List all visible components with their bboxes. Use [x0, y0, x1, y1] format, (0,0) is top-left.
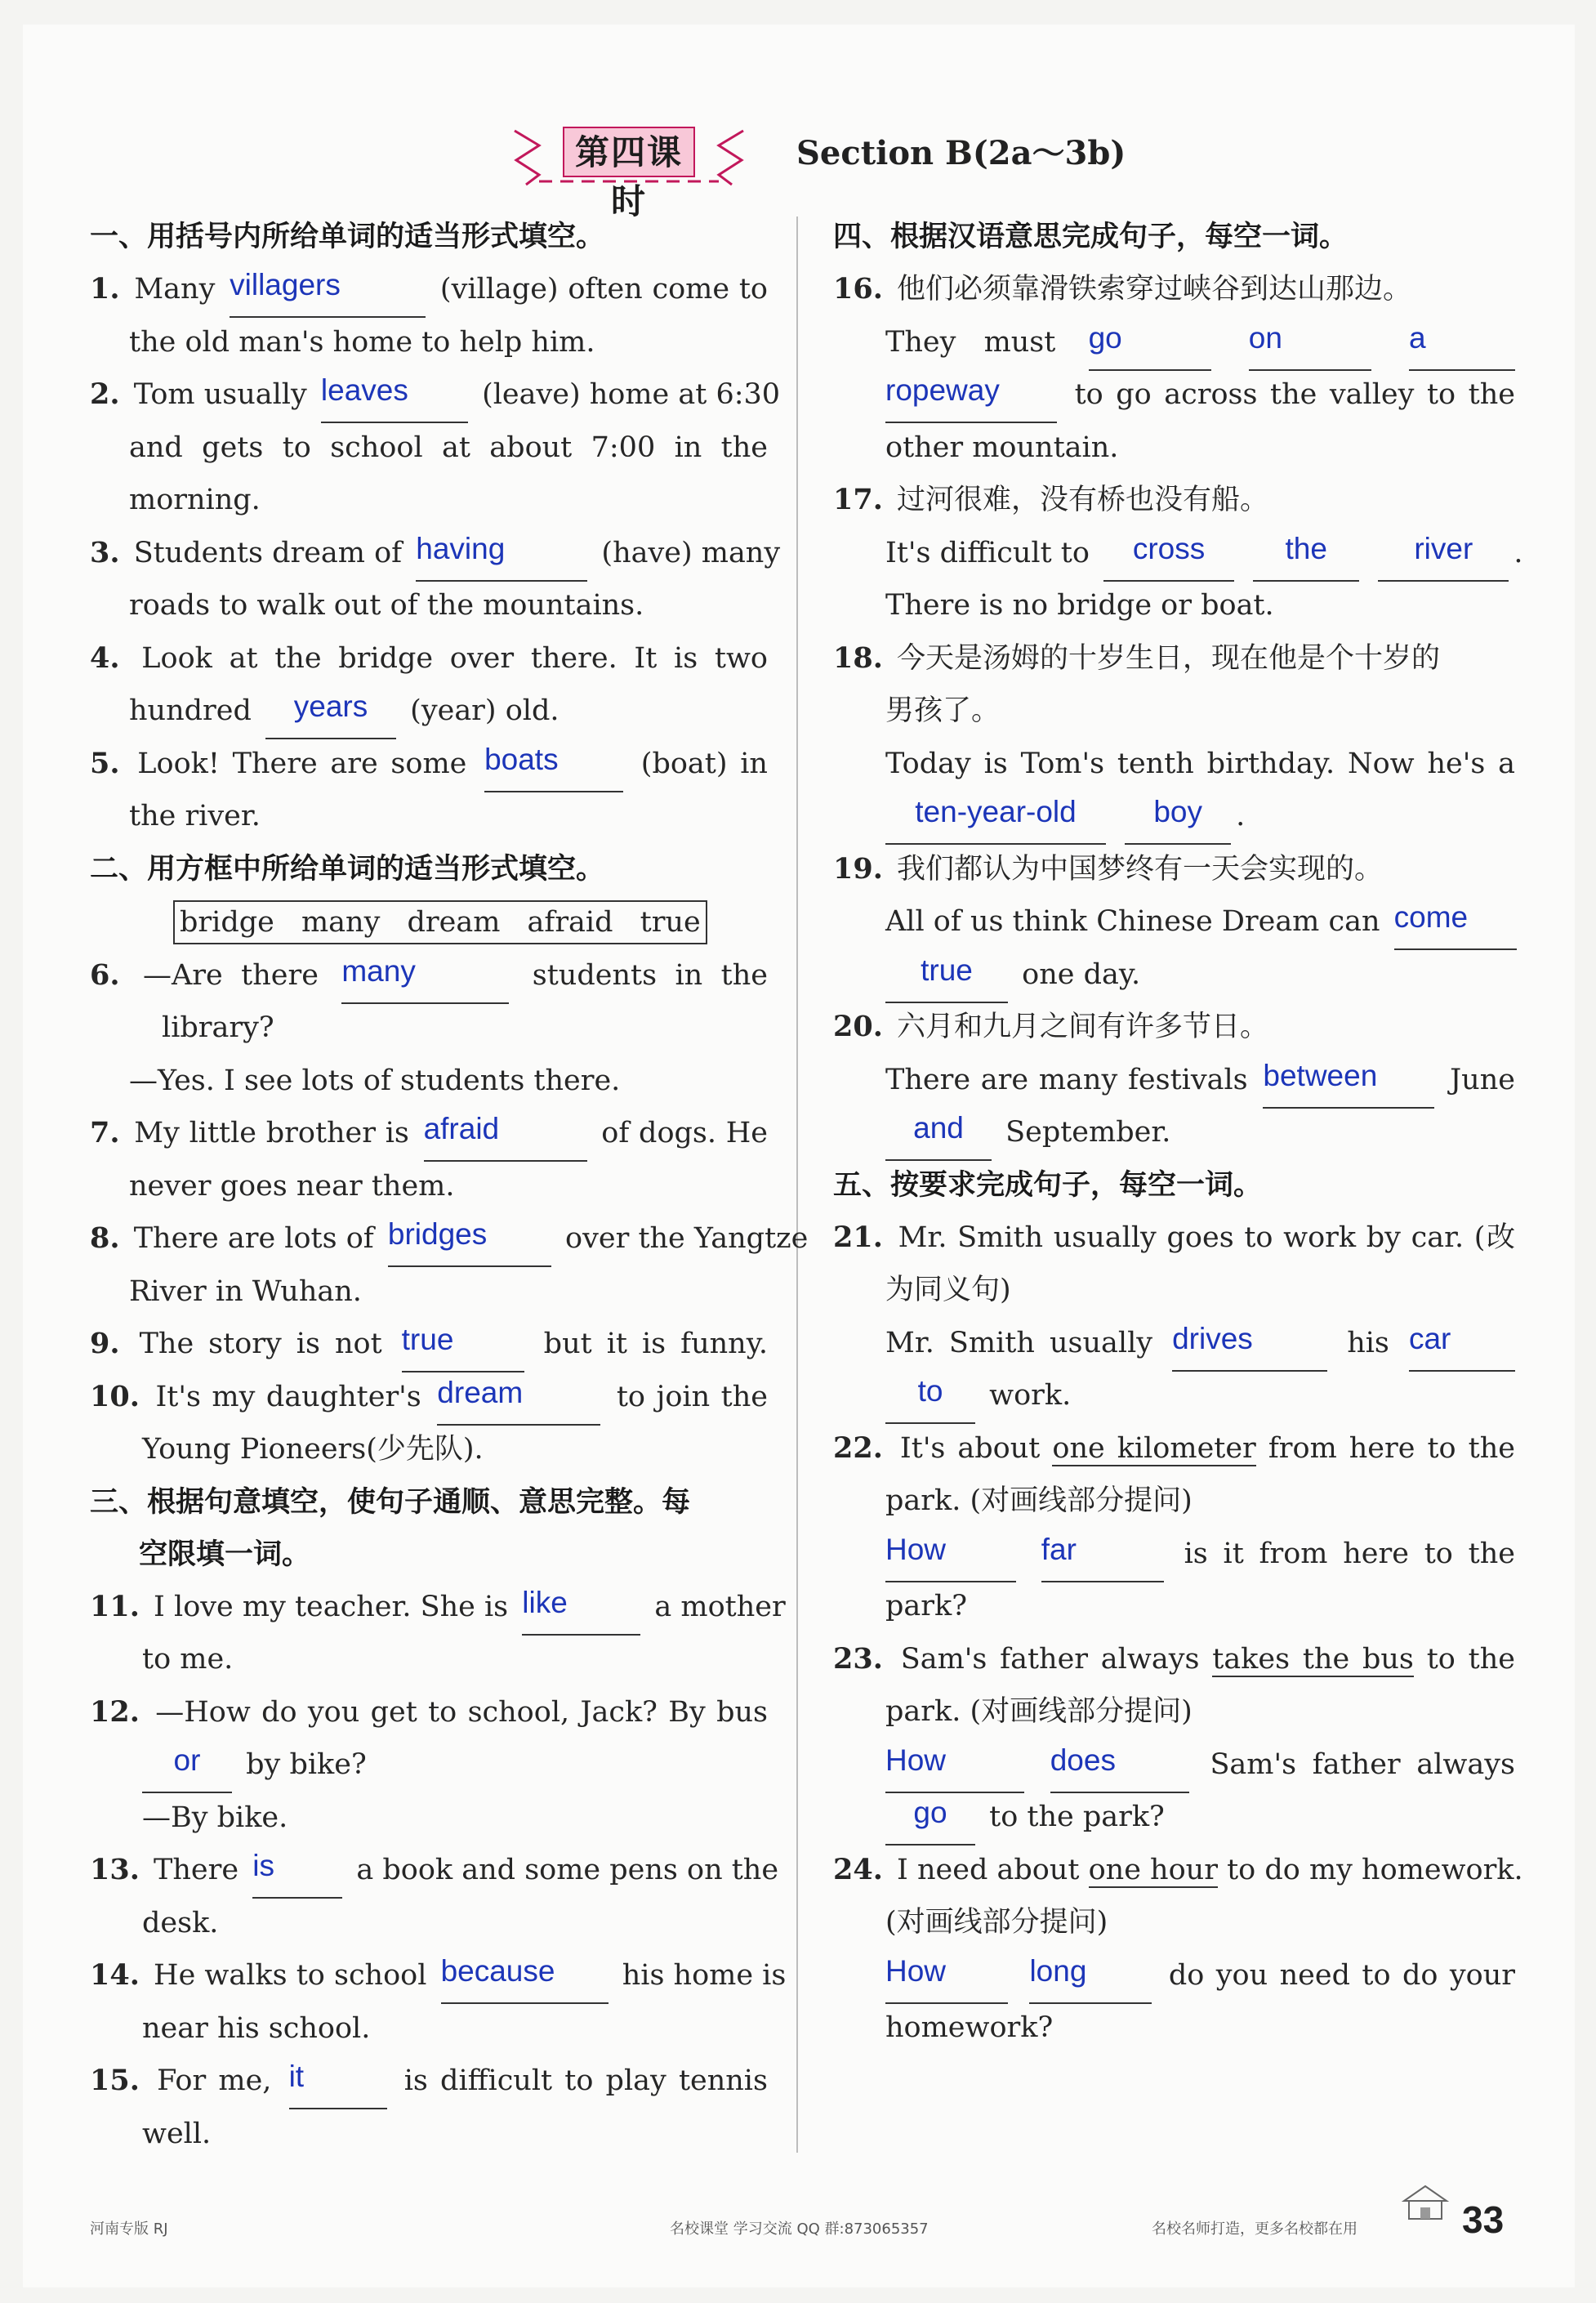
q4-number: 4. — [90, 640, 120, 675]
q15-answer-blank[interactable] — [288, 2060, 387, 2109]
q8-answer-blank[interactable] — [387, 1217, 551, 1267]
q15-line2: well. — [142, 2117, 212, 2150]
q18-chinese: 今天是汤姆的十岁生日，现在他是个十岁的 — [897, 641, 1441, 675]
q22-text: It's about — [899, 1431, 1041, 1465]
footer-left: 河南专版 RJ — [90, 2220, 168, 2238]
q17-blank3[interactable] — [1378, 531, 1509, 582]
q8-line2: River in Wuhan. — [129, 1274, 362, 1308]
q1-text-b: (village) often come to — [439, 273, 768, 306]
q1-line2: the old man's home to help him. — [129, 325, 595, 359]
q1-answer: villagers — [230, 268, 341, 301]
q23-answer3: go — [913, 1796, 947, 1829]
q17-period: . — [1514, 536, 1523, 569]
q2-text: Tom usually — [133, 378, 307, 411]
q3-text: Students dream of — [133, 536, 403, 569]
q24-text-d: do you need to do your — [1168, 1958, 1515, 1992]
q20-line1 — [833, 1054, 1515, 1107]
q7-answer-blank[interactable] — [423, 1112, 587, 1162]
column-divider — [796, 216, 798, 2153]
q21-line3 — [833, 1317, 1515, 1370]
q4-text-c: (year) old. — [410, 694, 559, 727]
word-box: bridge many dream afraid true — [173, 900, 707, 944]
q20-zh — [833, 1001, 1515, 1054]
footer-center: 名校课堂 学习交流 QQ 群:873065357 — [670, 2220, 929, 2238]
q10-text-b: to join the — [616, 1380, 768, 1413]
q10-text: It's my daughter's — [155, 1380, 421, 1413]
q5-number: 5. — [90, 746, 120, 780]
q16-blank4[interactable] — [885, 373, 1057, 423]
q24-underlined: one hour — [1088, 1853, 1218, 1886]
q15-text-b: is difficult to play tennis — [403, 2064, 768, 2097]
q20-number: 20. — [833, 1010, 883, 1043]
q19-line1 — [833, 895, 1515, 948]
q19-line2 — [833, 948, 1515, 1002]
q8-text: There are lots of — [133, 1222, 374, 1255]
q8-number: 8. — [90, 1221, 120, 1255]
q7-answer: afraid — [423, 1112, 500, 1145]
q16-line3: other mountain. — [885, 431, 1119, 464]
q1-line1 — [90, 263, 768, 316]
q5-text: Look! There are some — [137, 747, 467, 780]
q9-text-b: but it is funny. — [543, 1328, 768, 1360]
q17-blank1[interactable] — [1103, 531, 1234, 582]
q23-line4 — [833, 1791, 1515, 1844]
q1-answer-blank[interactable] — [230, 268, 426, 318]
q13-line2: desk. — [142, 1906, 219, 1939]
q24-blank1[interactable] — [885, 1953, 1008, 2004]
q14-answer-blank[interactable] — [440, 1954, 609, 2004]
q16-blank2[interactable] — [1248, 320, 1371, 371]
q23-text-d: Sam's father always — [1210, 1747, 1515, 1781]
q9-answer-blank[interactable] — [401, 1323, 524, 1372]
q7-number: 7. — [90, 1116, 120, 1149]
page-number: 33 — [1462, 2198, 1505, 2241]
q2-answer-blank[interactable] — [320, 373, 468, 423]
lesson-title: 第四课时 — [574, 132, 683, 221]
q18-number: 18. — [833, 640, 883, 675]
q18-line1: Today is Tom's tenth birthday. Now he's a — [885, 747, 1515, 780]
q12-line1 — [90, 1686, 768, 1739]
q18-zh2: 男孩了。 — [885, 694, 1001, 727]
q20-chinese: 六月和九月之间有许多节日。 — [897, 1011, 1269, 1043]
part-one-heading: 一、用括号内所给单词的适当形式填空。 — [90, 221, 605, 253]
q23-underlined: takes the bus — [1212, 1642, 1414, 1676]
q24-number: 24. — [833, 1852, 883, 1886]
q20-answer2: and — [913, 1111, 964, 1145]
q5-answer: boats — [484, 742, 559, 776]
q7-text: My little brother is — [134, 1117, 409, 1149]
q24-answer1: How — [885, 1953, 947, 1988]
part-two-heading: 二、用方框中所给单词的适当形式填空。 — [90, 852, 605, 886]
q21-answer3: to — [917, 1374, 943, 1408]
lesson-banner — [506, 124, 751, 221]
footer-right: 名校名师打造，更多名校都在用 — [1152, 2220, 1357, 2238]
q24-line3 — [833, 1949, 1515, 2002]
q21-text: Mr. Smith usually goes to work by car. (改 — [898, 1221, 1515, 1254]
q24-line4: homework? — [885, 2011, 1054, 2044]
q20-blank2[interactable] — [885, 1111, 992, 1161]
q3-number: 3. — [90, 535, 120, 569]
q17-zh — [833, 474, 1515, 527]
q12-answer-blank[interactable] — [142, 1743, 232, 1793]
section-title: Section B(2a～3b) — [796, 134, 1126, 172]
q19-blank2[interactable] — [885, 953, 1008, 1003]
q14-number: 14. — [90, 1958, 140, 1992]
q6-answer: many — [341, 953, 416, 988]
q8-line1 — [90, 1212, 809, 1265]
q12-text-b: by bike? — [246, 1748, 367, 1781]
q24-line2: (对画线部分提问) — [885, 1906, 1108, 1939]
q3-answer: having — [416, 531, 506, 565]
q4-answer: years — [293, 690, 368, 723]
q2-line3: morning. — [129, 484, 261, 516]
q21-line1 — [833, 1212, 1515, 1265]
part-five-heading: 五、按要求完成句子，每空一词。 — [833, 1168, 1263, 1202]
q20-answer1: between — [1263, 1058, 1378, 1092]
q17-answer2: the — [1285, 531, 1327, 565]
q18-blank1[interactable] — [885, 795, 1106, 845]
q23-answer1: How — [885, 1743, 947, 1777]
q7-line1 — [90, 1107, 768, 1160]
q9-number: 9. — [90, 1327, 120, 1360]
q18-zh — [833, 632, 1515, 685]
school-logo-icon — [1401, 2183, 1450, 2227]
q4-line1 — [90, 632, 768, 685]
q20-blank1[interactable] — [1263, 1058, 1434, 1109]
q10-line1 — [90, 1371, 768, 1424]
q22-line4: park? — [885, 1590, 967, 1622]
q13-line1 — [90, 1844, 779, 1897]
q17-blank2[interactable] — [1253, 531, 1359, 582]
q21-text-d: his — [1347, 1326, 1389, 1359]
q23-answer2: does — [1050, 1743, 1116, 1777]
q15-answer: it — [288, 2060, 305, 2093]
q3-line1 — [90, 527, 781, 580]
q23-text: Sam's father always — [900, 1642, 1200, 1676]
q16-line2 — [833, 368, 1515, 422]
q22-text-b: from here to the — [1268, 1431, 1515, 1465]
q7-text-b: of dogs. He — [601, 1117, 768, 1149]
q10-answer: dream — [437, 1375, 524, 1409]
q12-line3: —By bike. — [142, 1801, 288, 1834]
q6-line2: library? — [162, 1011, 274, 1044]
q22-line2: park. (对画线部分提问) — [885, 1484, 1193, 1517]
q24-text: I need about — [897, 1853, 1080, 1886]
q17-line2: There is no bridge or boat. — [885, 589, 1274, 622]
q21-blank3[interactable] — [885, 1374, 975, 1424]
q6-line1 — [90, 949, 768, 1002]
q3-line2: roads to walk out of the mountains. — [129, 589, 644, 622]
q8-answer: bridges — [387, 1217, 488, 1251]
q18-period: . — [1236, 800, 1246, 832]
q18-answer2: boy — [1153, 795, 1202, 828]
q22-text-d: is it from here to the — [1184, 1537, 1515, 1570]
q19-answer2: true — [921, 953, 973, 987]
q12-line2 — [90, 1738, 768, 1792]
q16-answer1: go — [1088, 320, 1122, 355]
q21-blank2[interactable] — [1408, 1321, 1515, 1372]
q14-text: He walks to school — [154, 1959, 427, 1992]
q11-text-b: a mother — [654, 1590, 786, 1623]
q18-answer1: ten-year-old — [915, 795, 1077, 828]
q17-answer1: cross — [1132, 531, 1206, 565]
q14-text-b: his home is — [622, 1959, 787, 1992]
q20-text-c: September. — [1005, 1116, 1171, 1149]
q2-answer: leaves — [320, 373, 408, 407]
q11-line1 — [90, 1581, 786, 1634]
q11-answer: like — [522, 1585, 568, 1619]
q12-answer: or — [173, 1743, 201, 1777]
q10-number: 10. — [90, 1379, 140, 1413]
q10-answer-blank[interactable] — [437, 1375, 600, 1426]
q1-number: 1. — [90, 272, 120, 306]
q17-text: It's difficult to — [885, 536, 1090, 569]
q12-number: 12. — [90, 1694, 140, 1729]
q22-answer1: How — [885, 1532, 947, 1566]
q23-line1 — [833, 1633, 1515, 1686]
q21-answer1: drives — [1172, 1321, 1253, 1355]
q19-blank1[interactable] — [1393, 900, 1517, 950]
right-column — [833, 211, 1523, 2055]
q15-number: 15. — [90, 2064, 140, 2097]
q4-text: Look at the bridge over there. It is two — [141, 641, 768, 675]
q11-text: I love my teacher. She is — [154, 1590, 509, 1623]
q22-answer2: far — [1041, 1532, 1077, 1566]
q19-text-b: one day. — [1022, 957, 1141, 991]
q17-line1 — [833, 527, 1523, 580]
q6-number: 6. — [90, 957, 120, 992]
q5-text-b: (boat) in — [640, 747, 768, 780]
q14-line2: near his school. — [142, 2011, 371, 2045]
q23-blank3[interactable] — [885, 1796, 975, 1846]
q11-answer-blank[interactable] — [522, 1585, 640, 1636]
q24-text-b: to do my homework. — [1227, 1853, 1523, 1886]
q6-text-b: students in the — [532, 958, 768, 992]
q19-chinese: 我们都认为中国梦终有一天会实现的。 — [897, 852, 1384, 886]
q4-text-b: hundred — [129, 694, 252, 727]
q21-line4 — [833, 1369, 1515, 1422]
q15-text: For me, — [157, 2064, 272, 2097]
q7-line2: never goes near them. — [129, 1169, 455, 1203]
q19-number: 19. — [833, 851, 883, 886]
q11-number: 11. — [90, 1589, 140, 1623]
q2-text-b: (leave) home at 6:30 — [482, 378, 781, 411]
q24-line1 — [833, 1844, 1523, 1897]
q23-blank1[interactable] — [885, 1743, 1024, 1793]
q16-text: They must — [885, 325, 1056, 359]
q16-line1 — [833, 316, 1515, 369]
q21-blank1[interactable] — [1172, 1321, 1327, 1372]
part-three-heading: 三、根据句意填空，使句子通顺、意思完整。每 — [90, 1485, 691, 1519]
q16-chinese: 他们必须靠滑铁索穿过峡谷到达山那边。 — [897, 273, 1412, 306]
q6-text: —Are there — [142, 958, 319, 992]
q16-text-b: to go across the valley to the — [1074, 378, 1515, 411]
q5-line2: the river. — [129, 800, 261, 832]
q13-answer: is — [252, 1849, 274, 1882]
q13-text-b: a book and some pens on the — [356, 1854, 779, 1886]
part-four-heading: 四、根据汉语意思完成句子，每空一词。 — [833, 221, 1349, 253]
q20-text: There are many festivals — [885, 1063, 1248, 1096]
q20-text-b: June — [1450, 1063, 1515, 1096]
q5-answer-blank[interactable] — [484, 742, 623, 792]
q1-text: Many — [134, 273, 216, 306]
q15-line1 — [90, 2055, 768, 2108]
q23-blank2[interactable] — [1050, 1743, 1189, 1793]
q16-zh — [833, 263, 1515, 316]
q2-number: 2. — [90, 377, 120, 411]
q5-line1 — [90, 738, 768, 791]
q22-line1 — [833, 1422, 1515, 1475]
q9-answer: true — [401, 1323, 454, 1356]
q24-blank2[interactable] — [1029, 1953, 1152, 2004]
q24-answer2: long — [1029, 1953, 1087, 1988]
q21-text-c: Mr. Smith usually — [885, 1326, 1153, 1359]
q14-answer: because — [440, 1954, 555, 1988]
q23-line2: park. (对画线部分提问) — [885, 1695, 1193, 1728]
q20-line2 — [833, 1106, 1515, 1159]
q12-text: —How do you get to school, Jack? By bus — [155, 1695, 768, 1729]
q22-underlined: one kilometer — [1052, 1431, 1256, 1465]
q13-number: 13. — [90, 1853, 140, 1886]
q16-answer4: ropeway — [885, 373, 1000, 407]
q6-answer-blank[interactable] — [341, 953, 509, 1004]
q21-line2: 为同义句) — [885, 1274, 1011, 1306]
q4-answer-blank[interactable] — [265, 690, 396, 739]
q17-number: 17. — [833, 483, 883, 516]
q16-blank1[interactable] — [1088, 320, 1211, 371]
q23-number: 23. — [833, 1641, 883, 1676]
q13-text: There — [154, 1854, 239, 1886]
q17-chinese: 过河很难，没有桥也没有船。 — [897, 484, 1269, 516]
q21-number: 21. — [833, 1220, 883, 1254]
q17-answer3: river — [1414, 531, 1473, 565]
part-three-heading-cont: 空限填一词。 — [139, 1538, 311, 1571]
q9-line1 — [90, 1318, 768, 1371]
q18-blank2[interactable] — [1125, 795, 1231, 845]
q21-answer2: car — [1408, 1321, 1451, 1355]
q2-line2: and gets to school at about 7:00 in the — [129, 431, 768, 464]
q10-line2: Young Pioneers(少先队). — [142, 1433, 484, 1466]
q16-answer2: on — [1248, 320, 1282, 355]
q19-answer1: come — [1393, 900, 1469, 934]
left-column — [90, 211, 809, 2160]
q3-answer-blank[interactable] — [416, 531, 587, 582]
q14-line1 — [90, 1949, 787, 2002]
q23-text-e: to the park? — [989, 1801, 1165, 1833]
q23-text-b: to the — [1426, 1642, 1515, 1676]
q19-text: All of us think Chinese Dream can — [885, 905, 1380, 938]
q16-blank3[interactable] — [1409, 320, 1515, 371]
q6-line3: —Yes. I see lots of students there. — [129, 1064, 621, 1097]
q13-answer-blank[interactable] — [252, 1849, 342, 1899]
q8-text-b: over the Yangtze — [565, 1222, 809, 1255]
q18-line2 — [833, 790, 1515, 843]
q23-line3 — [833, 1738, 1515, 1792]
q2-line1 — [90, 368, 781, 422]
q16-answer3: a — [1409, 320, 1426, 355]
q22-line3 — [833, 1528, 1515, 1581]
q16-number: 16. — [833, 272, 883, 306]
q22-blank1[interactable] — [885, 1532, 1016, 1582]
q3-text-b: (have) many — [601, 536, 781, 569]
q22-blank2[interactable] — [1041, 1532, 1164, 1582]
q22-number: 22. — [833, 1430, 883, 1465]
q21-text-e: work. — [989, 1379, 1072, 1412]
q4-line2 — [90, 685, 768, 738]
q11-line2: to me. — [142, 1643, 234, 1676]
q9-text: The story is not — [139, 1328, 382, 1360]
q19-zh — [833, 843, 1515, 896]
